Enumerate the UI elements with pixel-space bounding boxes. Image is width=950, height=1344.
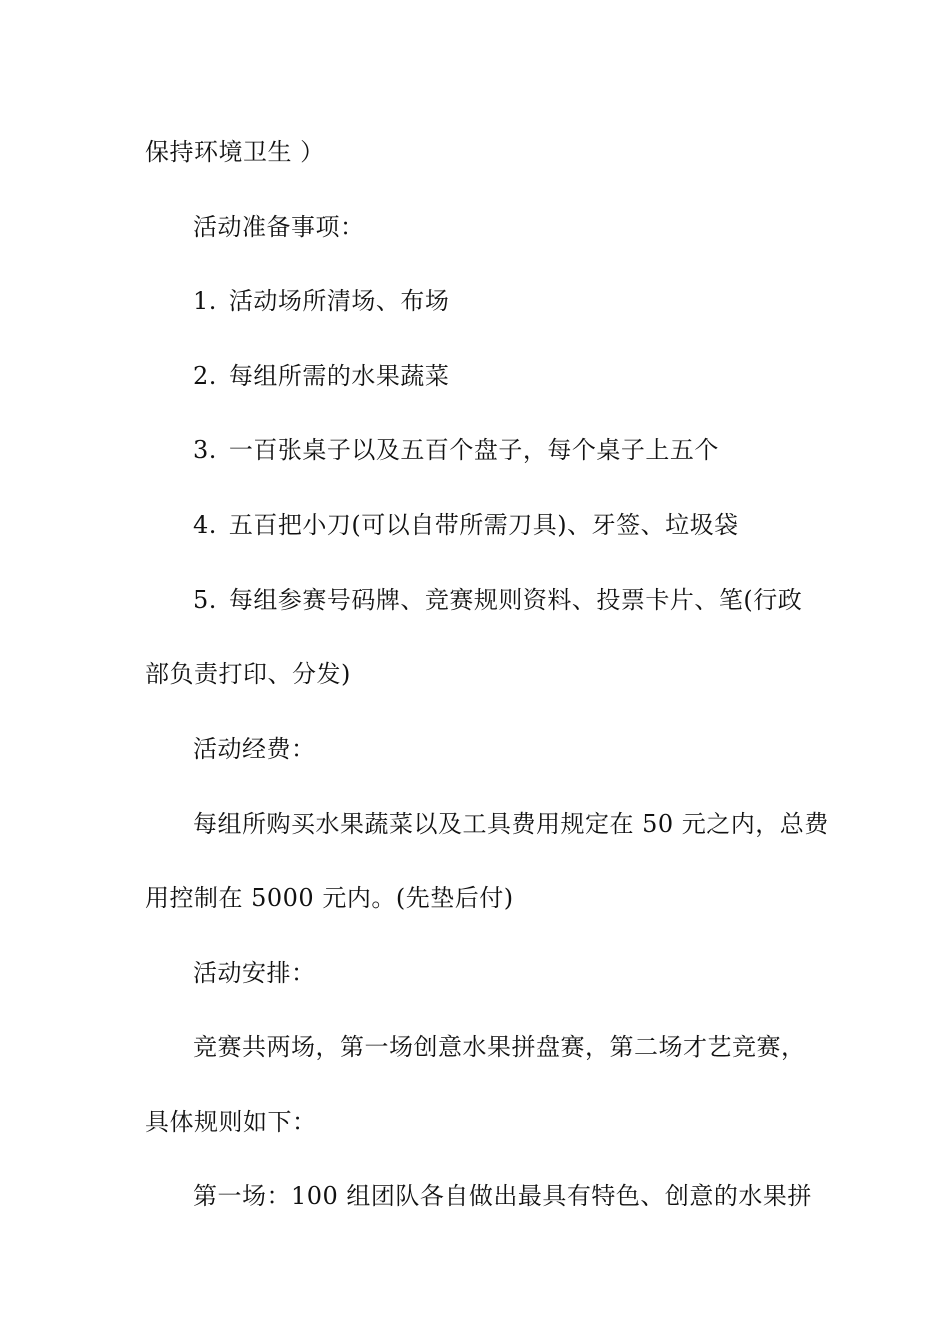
line-text: 活动经费： xyxy=(193,735,316,763)
text-line xyxy=(145,659,825,689)
list-item xyxy=(193,361,873,391)
line-text: 每组所购买水果蔬菜以及工具费用规定在 50 元之内，总费 xyxy=(193,810,829,838)
line-text: 活动安排： xyxy=(193,959,316,987)
list-number: 3. xyxy=(193,436,217,464)
text-line xyxy=(193,809,873,839)
line-text: 活动准备事项： xyxy=(193,213,365,241)
line-text: 每组所需的水果蔬菜 xyxy=(228,362,450,390)
line-text: 用控制在 5000 元内。(先垫后付) xyxy=(145,884,514,912)
list-item xyxy=(193,510,873,540)
line-text: 五百把小刀(可以自带所需刀具)、牙签、垃圾袋 xyxy=(228,511,739,539)
line-text: 部负责打印、分发) xyxy=(145,660,351,688)
list-number: 5. xyxy=(193,586,217,614)
section-heading xyxy=(193,958,873,988)
text-line xyxy=(193,1032,873,1062)
text-line xyxy=(145,137,825,167)
list-number: 2. xyxy=(193,362,217,390)
section-heading xyxy=(193,212,873,242)
line-text: 竞赛共两场，第一场创意水果拼盘赛，第二场才艺竞赛， xyxy=(193,1033,806,1061)
line-text: 活动场所清场、布场 xyxy=(228,287,450,315)
list-number: 4. xyxy=(193,511,217,539)
line-text: 第一场：100 组团队各自做出最具有特色、创意的水果拼 xyxy=(193,1182,812,1210)
line-text: 一百张桌子以及五百个盘子，每个桌子上五个 xyxy=(228,436,719,464)
text-line xyxy=(145,883,825,913)
section-heading xyxy=(193,734,873,764)
list-item xyxy=(193,435,873,465)
text-line xyxy=(193,1181,873,1211)
text-line xyxy=(145,1107,825,1137)
line-text: 具体规则如下： xyxy=(145,1108,317,1136)
list-item xyxy=(193,585,873,615)
list-number: 1. xyxy=(193,287,217,315)
list-item xyxy=(193,286,873,316)
line-text: 保持环境卫生 ） xyxy=(145,138,325,166)
line-text: 每组参赛号码牌、竞赛规则资料、投票卡片、笔(行政 xyxy=(228,586,803,614)
